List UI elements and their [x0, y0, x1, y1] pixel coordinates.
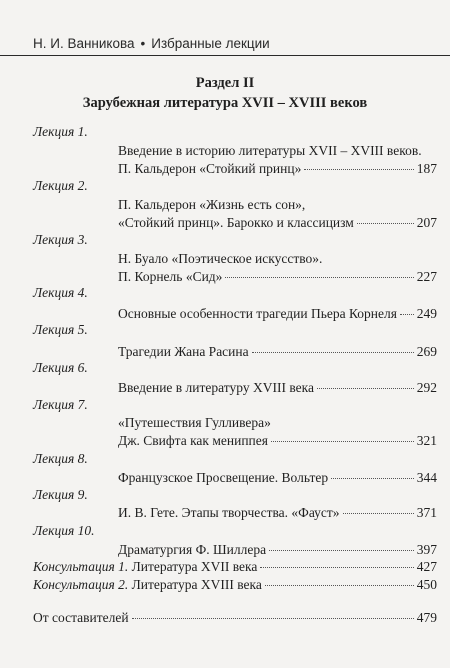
lecture-2-title-line1: П. Кальдерон «Жизнь есть сон», [118, 197, 306, 212]
consultation-2-label: Консультация 2. [33, 577, 129, 592]
header-rule [0, 55, 450, 56]
afterword-entry[interactable] [33, 610, 437, 626]
consultation-2-entry[interactable] [33, 577, 437, 593]
dot-leader [304, 168, 413, 170]
lecture-6-label: Лекция 6. [33, 360, 88, 375]
dot-leader [271, 440, 414, 442]
lecture-10-page: 397 [416, 542, 437, 557]
lecture-8-entry[interactable] [118, 470, 437, 486]
afterword-title: От составителей [33, 610, 129, 625]
consultation-2-title: Литература XVIII века [131, 577, 262, 592]
lecture-10-title: Драматургия Ф. Шиллера [118, 542, 267, 557]
lecture-4-page: 249 [416, 306, 437, 321]
dot-leader [317, 387, 414, 389]
dot-leader [132, 617, 414, 619]
dot-leader [225, 276, 413, 278]
dot-leader [252, 351, 414, 353]
lecture-8-page: 344 [416, 470, 437, 485]
consultation-1-title: Литература XVII века [131, 559, 258, 574]
lecture-3-title-line2: П. Корнель «Сид» [118, 269, 223, 284]
lecture-5-label: Лекция 5. [33, 322, 88, 337]
lecture-8-label: Лекция 8. [33, 451, 88, 466]
consultation-1-label: Консультация 1. [33, 559, 129, 574]
dot-leader [265, 584, 414, 586]
lecture-1-entry[interactable] [118, 161, 437, 177]
header-separator: • [140, 36, 146, 51]
lecture-2-label: Лекция 2. [33, 178, 88, 193]
lecture-4-title: Основные особенности трагедии Пьера Корнеля [118, 306, 397, 321]
lecture-4-label: Лекция 4. [33, 285, 88, 300]
lecture-5-title: Трагедии Жана Расина [118, 344, 249, 359]
lecture-9-entry[interactable] [118, 505, 437, 521]
lecture-7-entry[interactable] [118, 433, 437, 449]
lecture-5-page: 269 [416, 344, 437, 359]
section-subtitle: Зарубежная литература XVII – XVIII веков [82, 95, 368, 111]
dot-leader [400, 313, 414, 315]
lecture-10-entry[interactable] [118, 542, 437, 558]
lecture-3-page: 227 [416, 269, 437, 284]
lecture-9-title: И. В. Гете. Этапы творчества. «Фауст» [118, 505, 340, 520]
lecture-8-title: Французское Просвещение. Вольтер [118, 470, 329, 485]
afterword-page: 479 [416, 610, 437, 625]
dot-leader [331, 477, 414, 479]
lecture-1-label: Лекция 1. [33, 124, 88, 139]
section-title: Раздел II [195, 75, 255, 91]
header-book-title: Избранные лекции [151, 36, 270, 51]
consultation-2-page: 450 [416, 577, 437, 592]
lecture-7-title-line2: Дж. Свифта как мениппея [118, 433, 268, 448]
lecture-7-title-line1: «Путешествия Гулливера» [118, 415, 271, 430]
lecture-1-title-line1: Введение в историю литературы XVII – XVIII веков. [118, 143, 422, 158]
lecture-9-page: 371 [416, 505, 437, 520]
lecture-4-entry[interactable] [118, 306, 437, 322]
dot-leader [343, 512, 414, 514]
header-author: Н. И. Ванникова [33, 36, 135, 51]
lecture-9-label: Лекция 9. [33, 487, 88, 502]
lecture-1-title-line2: П. Кальдерон «Стойкий принц» [118, 161, 302, 176]
running-header [33, 36, 270, 51]
lecture-7-page: 321 [416, 433, 437, 448]
dot-leader [260, 566, 413, 568]
consultation-1-page: 427 [416, 559, 437, 574]
dot-leader [269, 549, 414, 551]
lecture-10-label: Лекция 10. [33, 523, 95, 538]
lecture-2-page: 207 [416, 215, 437, 230]
lecture-6-entry[interactable] [118, 380, 437, 396]
lecture-1-page: 187 [416, 161, 437, 176]
lecture-2-title-line2: «Стойкий принц». Барокко и классицизм [118, 215, 354, 230]
lecture-5-entry[interactable] [118, 344, 437, 360]
dot-leader [357, 222, 414, 224]
lecture-3-label: Лекция 3. [33, 232, 88, 247]
lecture-2-entry[interactable] [118, 215, 437, 231]
lecture-6-title: Введение в литературу XVIII века [118, 380, 314, 395]
lecture-7-label: Лекция 7. [33, 397, 88, 412]
consultation-1-entry[interactable] [33, 559, 437, 575]
lecture-3-title-line1: Н. Буало «Поэтическое искусство». [118, 251, 323, 266]
lecture-6-page: 292 [416, 380, 437, 395]
lecture-3-entry[interactable] [118, 269, 437, 285]
